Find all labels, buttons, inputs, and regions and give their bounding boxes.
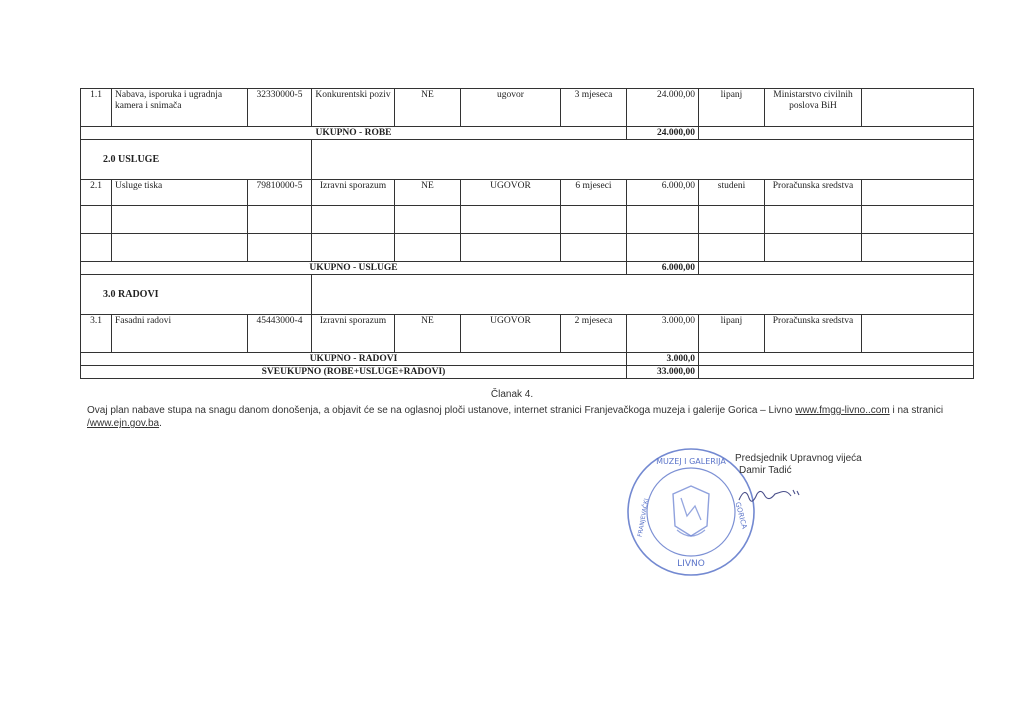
section-heading: 2.0 USLUGE	[81, 140, 312, 180]
stamp-text-left: FRANJEVAČKI	[636, 497, 651, 538]
grand-total-row	[81, 366, 974, 379]
procedure-type: Izravni sporazum	[312, 315, 395, 353]
total-label: UKUPNO - RADOVI	[81, 353, 627, 366]
total-value: 3.000,0	[627, 353, 699, 366]
section-heading: 3.0 RADOVI	[81, 275, 312, 315]
flag-ne: NE	[395, 89, 461, 127]
grand-total-value: 33.000,00	[627, 366, 699, 379]
section-row-usluge	[81, 140, 974, 180]
table-row	[81, 315, 974, 353]
item-name: Fasadni radovi	[112, 315, 248, 353]
total-label: UKUPNO - USLUGE	[81, 262, 627, 275]
article-body: Ovaj plan nabave stupa na snagu danom donošenja, a objavit će se na oglasnoj ploči ustanove, internet stranici Franjevačkoga muzeja i galerije Gorica – Livno	[87, 405, 793, 416]
funding-source: Proračunska sredstva	[765, 315, 862, 353]
flag-ne: NE	[395, 315, 461, 353]
stamp-text-right: GORICA	[733, 501, 749, 530]
start-month: lipanj	[699, 89, 765, 127]
duration: 3 mjeseca	[561, 89, 627, 127]
duration: 2 mjeseca	[561, 315, 627, 353]
article-connector: i na stranici	[889, 405, 944, 416]
row-number: 2.1	[81, 180, 112, 206]
procedure-type: Izravni sporazum	[312, 180, 395, 206]
estimated-value: 3.000,00	[627, 315, 699, 353]
ejn-website-link[interactable]: /www.ejn.gov.ba	[87, 418, 160, 429]
handwritten-signature	[735, 480, 805, 510]
estimated-value: 24.000,00	[627, 89, 699, 127]
start-month: lipanj	[699, 315, 765, 353]
start-month: studeni	[699, 180, 765, 206]
empty-row	[81, 206, 974, 234]
row-number: 3.1	[81, 315, 112, 353]
article-end: .	[159, 418, 162, 429]
stamp-text-bottom: LIVNO	[677, 559, 705, 569]
total-label: UKUPNO - ROBE	[81, 127, 627, 140]
stamp-text-top: MUZEJ I GALERIJA	[656, 457, 726, 466]
estimated-value: 6.000,00	[627, 180, 699, 206]
row-number: 1.1	[81, 89, 112, 127]
table-row	[81, 89, 974, 127]
total-row-robe	[81, 127, 974, 140]
procedure-type: Konkurentski poziv	[312, 89, 395, 127]
contract-type: UGOVOR	[461, 315, 561, 353]
contract-type: UGOVOR	[461, 180, 561, 206]
museum-website-link[interactable]: www.fmgg-livno..com	[795, 405, 890, 416]
article-text	[87, 404, 977, 430]
funding-source: Ministarstvo civilnih poslova BiH	[765, 89, 862, 127]
section-row-radovi	[81, 275, 974, 315]
grand-total-label: SVEUKUPNO (ROBE+USLUGE+RADOVI)	[81, 366, 627, 379]
article-heading: Članak 4.	[490, 389, 534, 400]
signatory-title: Predsjednik Upravnog vijeća	[735, 453, 862, 464]
cpv-code: 45443000-4	[248, 315, 312, 353]
flag-ne: NE	[395, 180, 461, 206]
total-row-radovi	[81, 353, 974, 366]
signature-block	[735, 453, 862, 477]
table-row	[81, 180, 974, 206]
total-row-usluge	[81, 262, 974, 275]
cpv-code: 79810000-5	[248, 180, 312, 206]
total-value: 24.000,00	[627, 127, 699, 140]
contract-type: ugovor	[461, 89, 561, 127]
funding-source: Proračunska sredstva	[765, 180, 862, 206]
duration: 6 mjeseci	[561, 180, 627, 206]
procurement-table	[80, 88, 974, 379]
item-name: Usluge tiska	[112, 180, 248, 206]
total-value: 6.000,00	[627, 262, 699, 275]
empty-row	[81, 234, 974, 262]
signatory-name: Damir Tadić	[739, 465, 792, 476]
cpv-code: 32330000-5	[248, 89, 312, 127]
item-name: Nabava, isporuka i ugradnja kamera i snimača	[112, 89, 248, 127]
